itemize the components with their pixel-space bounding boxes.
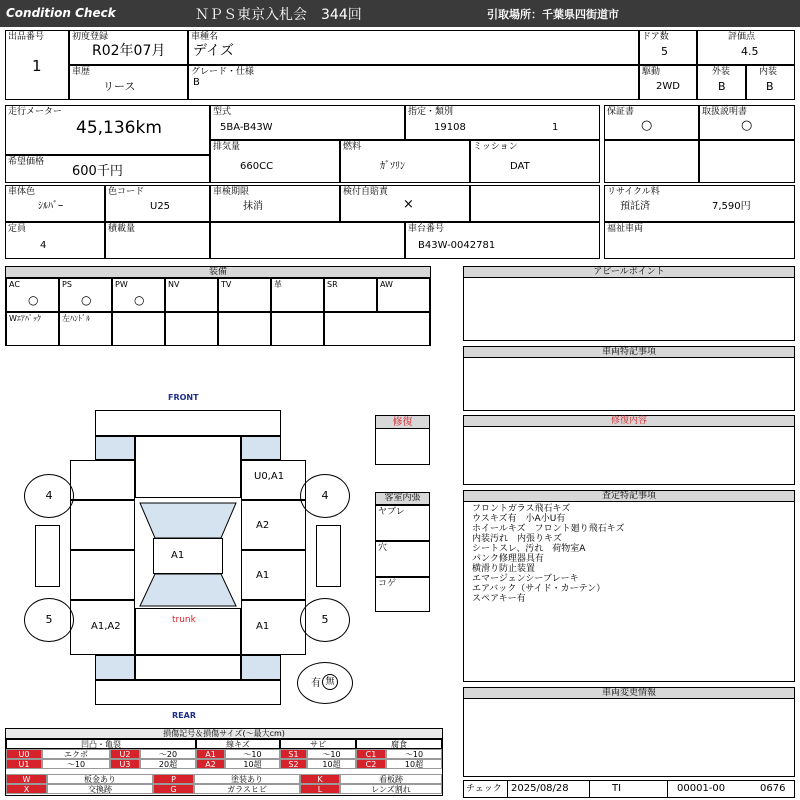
model: 5BA-B43W xyxy=(220,122,273,133)
rear-label: REAR xyxy=(172,711,196,720)
legend-code: K xyxy=(300,774,340,784)
panel-left-rear-damage: A1,A2 xyxy=(91,621,121,632)
right-quarter xyxy=(241,600,306,655)
legend-code: G xyxy=(153,784,194,794)
auction-title: ＮＰＳ東京入札会 344回 xyxy=(195,7,362,23)
repair-title: 修復 xyxy=(376,416,429,429)
legend-desc: ガラスヒビ xyxy=(194,784,300,794)
headlight-right xyxy=(241,436,281,460)
rear-center xyxy=(135,655,241,680)
spec-class: 1 xyxy=(552,122,559,133)
legend-desc: ～20 xyxy=(140,749,196,759)
cabin-item-burn: コゲ xyxy=(378,579,397,589)
color-code: U25 xyxy=(150,201,171,212)
spare-present: 有 xyxy=(311,678,321,689)
load-label: 積載量 xyxy=(108,224,136,234)
legend-code: S1 xyxy=(280,749,307,759)
legend-desc: レンズ割れ xyxy=(340,784,442,794)
cabin-title: 客室内張 xyxy=(376,493,429,505)
recycle-status: 預託済 xyxy=(620,201,650,212)
pickup-location: 引取場所：千葉県四街道市 xyxy=(487,8,619,21)
cabin-item-hole: 穴 xyxy=(378,543,388,553)
legend-desc: エクボ xyxy=(42,749,110,759)
spec-type: 19108 xyxy=(434,122,466,133)
equipment-item xyxy=(218,312,271,346)
legend-desc: 交換跡 xyxy=(47,784,153,794)
interior-label: 内装 xyxy=(759,67,778,77)
equipment-label: PW xyxy=(115,280,128,289)
legend-desc: 10超 xyxy=(307,759,356,769)
change-info-title: 車両変更情報 xyxy=(464,688,794,699)
inspection-note-line: スペアキー有 xyxy=(472,594,526,604)
equipment-item xyxy=(271,278,324,312)
legend-code: A2 xyxy=(196,759,225,769)
legend-code: L xyxy=(300,784,340,794)
change-info-panel xyxy=(463,687,795,777)
spare-absent-mark: 無 xyxy=(322,674,338,690)
equipment-label: SR xyxy=(327,280,338,289)
legend-code: U0 xyxy=(6,749,42,759)
legend-group-header: 凹凸・亀裂 xyxy=(6,739,196,749)
legend-code: W xyxy=(6,774,47,784)
warranty: ○ xyxy=(641,118,653,133)
footer-code-1: 00001-00 xyxy=(677,783,726,794)
chassis-number: B43W-0042781 xyxy=(418,240,496,251)
legend-code: X xyxy=(6,784,47,794)
equipment-item xyxy=(271,312,324,346)
trunk-label: trunk xyxy=(172,615,196,625)
warranty-label: 保証書 xyxy=(607,107,635,117)
recycle-label: リサイクル料 xyxy=(607,187,660,197)
equipment-label: NV xyxy=(168,280,180,289)
inspection-label: 車検期限 xyxy=(213,187,250,197)
repair-detail-title: 修復内容 xyxy=(464,416,794,427)
equipment-label: PS xyxy=(62,280,72,289)
left-rear-door xyxy=(70,550,135,600)
legend-desc: 板金あり xyxy=(47,774,153,784)
inspection-note-line: 横滑り防止装置 xyxy=(472,564,536,574)
legend-group-header: 線キズ xyxy=(196,739,280,749)
inspection-note-line: ウスキズ有 小A小U有 xyxy=(472,514,566,524)
equipment-label: 左ﾊﾝﾄﾞﾙ xyxy=(62,314,90,323)
legend-desc: ～10 xyxy=(225,749,280,759)
left-side-step xyxy=(35,525,60,587)
equipment-item xyxy=(165,312,218,346)
inspection-note-line: エマージェンシーブレーキ xyxy=(472,574,579,584)
legend-code: C2 xyxy=(356,759,386,769)
panel-right-front-door-damage: A2 xyxy=(256,520,270,531)
price-label: 希望価格 xyxy=(8,157,45,167)
footer-divider-2 xyxy=(589,780,590,798)
lot-no: 1 xyxy=(32,57,42,75)
equipment-item xyxy=(324,278,377,312)
inspection-note-line: エアバック（サイド・カーテン） xyxy=(472,584,606,594)
footer-divider-3 xyxy=(667,780,668,798)
mission: DAT xyxy=(510,161,530,172)
legend-desc: ～10 xyxy=(307,749,356,759)
equipment-item xyxy=(324,312,430,346)
equipment-label: 革 xyxy=(274,280,282,289)
blank-cell-b xyxy=(699,140,795,183)
headlight-left xyxy=(95,436,135,460)
mileage-label: 走行メーター xyxy=(8,107,63,117)
legend-desc: 10超 xyxy=(386,759,442,769)
check-date: 2025/08/28 xyxy=(511,783,569,794)
equipment-item xyxy=(112,278,165,312)
equipment-value: ○ xyxy=(134,293,145,307)
exterior: B xyxy=(718,80,726,93)
recycle-fee: 7,590円 xyxy=(712,201,751,212)
equipment-value: ○ xyxy=(28,293,39,307)
drive-label: 駆動 xyxy=(642,67,661,77)
capacity-label: 定員 xyxy=(8,224,27,234)
panel-right-rear-damage: A1 xyxy=(256,621,270,632)
blank-cell-a xyxy=(604,140,699,183)
legend-desc: 塗装あり xyxy=(194,774,300,784)
inspection-note-line: シートスレ、汚れ 荷物室A xyxy=(472,544,586,554)
roof xyxy=(153,538,223,574)
equipment-label: AW xyxy=(380,280,393,289)
panel-roof-damage: A1 xyxy=(171,550,185,561)
cabin-item-tear: ヤブレ xyxy=(378,507,405,517)
tire-rear-left: 5 xyxy=(24,598,74,642)
right-side-step xyxy=(316,525,341,587)
history: リース xyxy=(103,80,136,93)
header-title: Condition Check xyxy=(6,6,116,20)
equipment-label: AC xyxy=(9,280,20,289)
right-front-door xyxy=(241,500,306,550)
grade-cell xyxy=(188,65,639,100)
manual: ○ xyxy=(741,118,753,133)
legend-title: 損傷記号＆損傷サイズ(～最大cm) xyxy=(6,729,442,739)
taillight-right xyxy=(241,655,281,680)
history-label: 車歴 xyxy=(72,67,91,77)
equipment-item xyxy=(218,278,271,312)
blank-cell-c xyxy=(470,185,600,222)
tire-rear-right: 5 xyxy=(300,598,350,642)
panel-front-right-damage: U0,A1 xyxy=(254,471,285,482)
car-name: デイズ xyxy=(193,43,234,59)
legend-desc: ～10 xyxy=(386,749,442,759)
front-bumper xyxy=(95,410,281,436)
legend-code: S2 xyxy=(280,759,307,769)
legend-code: U1 xyxy=(6,759,42,769)
insurance: × xyxy=(403,197,414,212)
legend-group-header: サビ xyxy=(280,739,356,749)
footer-code-2: 0676 xyxy=(760,783,786,794)
color-code-label: 色コード xyxy=(108,187,145,197)
legend-desc: 看板跡 xyxy=(340,774,442,784)
taillight-left xyxy=(95,655,135,680)
blank-cell-d xyxy=(210,222,405,259)
inspector-code: TI xyxy=(612,783,622,794)
displacement: 660CC xyxy=(240,161,274,172)
score: 4.5 xyxy=(741,45,759,58)
equipment-item xyxy=(377,278,430,312)
legend-group-header: 腐食 xyxy=(356,739,442,749)
equipment-value: ○ xyxy=(81,293,92,307)
check-label: チェック xyxy=(466,784,502,794)
tire-front-left: 4 xyxy=(24,474,74,518)
doors-label: ドア数 xyxy=(642,32,669,42)
interior: B xyxy=(766,80,774,93)
insurance-label: 検付自賠責 xyxy=(343,187,389,197)
mission-label: ミッション xyxy=(473,142,518,152)
body-color: ｼﾙﾊﾞｰ xyxy=(38,201,63,212)
mileage: 45,136km xyxy=(76,118,162,138)
fuel-label: 燃料 xyxy=(343,142,362,152)
front-left-fender xyxy=(70,460,135,500)
spec-label: 指定・類別 xyxy=(408,107,454,117)
color-label: 車体色 xyxy=(8,187,36,197)
hood xyxy=(135,436,241,498)
equipment-item xyxy=(6,312,59,346)
exterior-label: 外装 xyxy=(712,67,731,77)
score-label: 評価点 xyxy=(728,32,756,42)
equipment-item xyxy=(6,278,59,312)
panel-right-rear-door-damage: A1 xyxy=(256,570,270,581)
lot-no-label: 出品番号 xyxy=(8,32,45,42)
tire-front-right: 4 xyxy=(300,474,350,518)
legend-code: A1 xyxy=(196,749,225,759)
car-name-label: 車種名 xyxy=(191,32,219,42)
grade-label: グレード・仕様 xyxy=(191,67,255,77)
rear-bumper xyxy=(95,680,281,705)
inspection-note-line: ホイールキズ フロント廻り飛石キズ xyxy=(472,524,625,534)
left-front-door xyxy=(70,500,135,550)
manual-label: 取扱説明書 xyxy=(702,107,748,117)
first-reg-label: 初度登録 xyxy=(72,32,109,42)
appeal-title: アピールポイント xyxy=(464,267,794,278)
equipment-item xyxy=(59,312,112,346)
special-title: 車両特記事項 xyxy=(464,347,794,358)
grade: B xyxy=(193,77,200,88)
legend-desc: ～10 xyxy=(42,759,110,769)
inspection: 抹消 xyxy=(243,201,263,212)
inspection-note-line: パンク修理器具有 xyxy=(472,554,544,564)
right-rear-door xyxy=(241,550,306,600)
equipment-title: 装備 xyxy=(6,267,430,278)
equipment-label: TV xyxy=(221,280,232,289)
legend-code: P xyxy=(153,774,194,784)
inspection-note-line: フロントガラス飛石キズ xyxy=(472,504,571,514)
fuel: ｶﾞｿﾘﾝ xyxy=(380,161,405,172)
legend-desc: 20超 xyxy=(140,759,196,769)
model-label: 型式 xyxy=(213,107,232,117)
legend-code: C1 xyxy=(356,749,386,759)
equipment-item xyxy=(112,312,165,346)
drive: 2WD xyxy=(656,81,680,92)
doors: 5 xyxy=(661,45,668,58)
capacity: 4 xyxy=(40,240,47,251)
car-name-cell xyxy=(188,30,639,65)
inspection-notes-title: 査定特記事項 xyxy=(464,491,794,502)
header-bar xyxy=(0,0,800,27)
displacement-label: 排気量 xyxy=(213,142,241,152)
first-reg: R02年07月 xyxy=(92,43,166,59)
front-label: FRONT xyxy=(168,393,199,402)
legend-code: U3 xyxy=(110,759,140,769)
welfare-label: 福祉車両 xyxy=(607,224,644,234)
chassis-label: 車台番号 xyxy=(408,224,445,234)
equipment-item xyxy=(59,278,112,312)
inspection-note-line: 内装汚れ 内張りキズ xyxy=(472,534,562,544)
legend-desc: 10超 xyxy=(225,759,280,769)
footer-divider-1 xyxy=(507,780,508,798)
legend-code: U2 xyxy=(110,749,140,759)
price: 600千円 xyxy=(72,164,123,179)
equipment-label: Wｴｱﾊﾞｯｸ xyxy=(9,314,41,323)
equipment-item xyxy=(165,278,218,312)
